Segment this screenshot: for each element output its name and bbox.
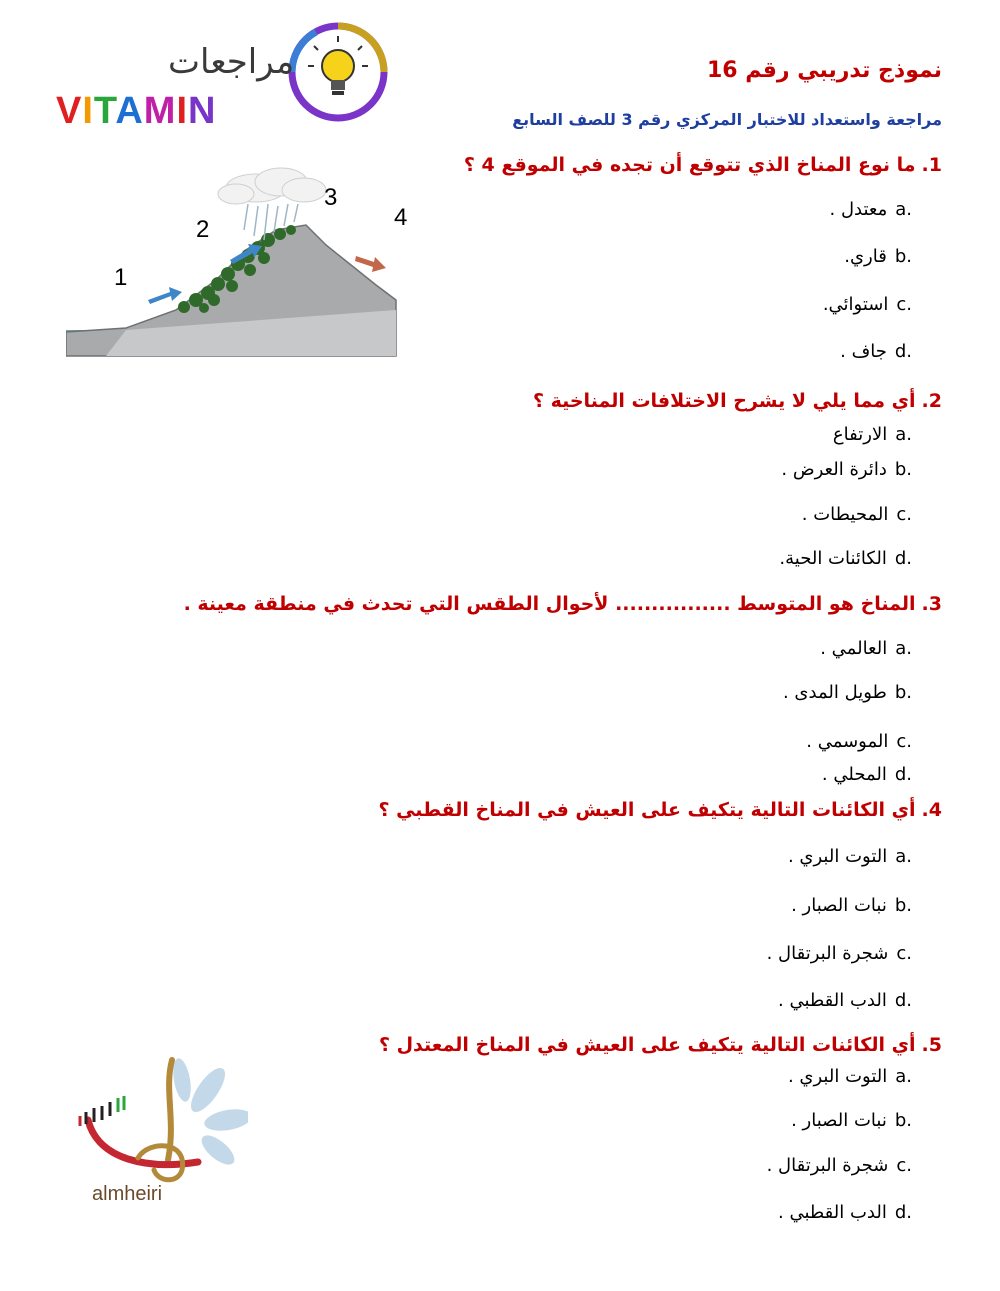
question-2 bbox=[533, 390, 942, 412]
option-letter: b. bbox=[894, 895, 912, 916]
option-letter: a. bbox=[895, 638, 912, 659]
mountain-illustration bbox=[66, 160, 412, 360]
diagram-label-2: 2 bbox=[196, 216, 210, 243]
vitamin-logo bbox=[56, 20, 396, 140]
question-text: أي مما يلي لا يشرح الاختلافات المناخية ؟ bbox=[532, 390, 916, 412]
option-letter: c. bbox=[896, 504, 912, 525]
diagram-label-3: 3 bbox=[324, 184, 338, 211]
option-letter: d. bbox=[894, 764, 912, 785]
logo-letter: V bbox=[56, 90, 83, 132]
option-5c[interactable] bbox=[767, 1155, 912, 1176]
option-letter: b. bbox=[894, 1110, 912, 1131]
question-number: 1. bbox=[921, 154, 942, 176]
question-number: 5. bbox=[921, 1034, 942, 1056]
option-1b[interactable] bbox=[844, 246, 912, 267]
diagram-label-4: 4 bbox=[394, 204, 408, 231]
option-4d[interactable] bbox=[778, 990, 912, 1011]
option-5a[interactable] bbox=[788, 1066, 912, 1087]
question-text: أي الكائنات التالية يتكيف على العيش في المناخ القطبي ؟ bbox=[378, 799, 916, 821]
question-4 bbox=[378, 799, 942, 821]
option-1c[interactable] bbox=[823, 294, 912, 315]
option-5d[interactable] bbox=[778, 1202, 912, 1223]
logo-arabic-text: مراجعات bbox=[168, 42, 295, 82]
option-letter: a. bbox=[895, 424, 912, 445]
option-2b[interactable] bbox=[781, 459, 912, 480]
option-letter: d. bbox=[894, 990, 912, 1011]
option-letter: a. bbox=[895, 846, 912, 867]
question-5 bbox=[379, 1034, 942, 1056]
option-text: الكائنات الحية. bbox=[779, 548, 887, 569]
option-text: شجرة البرتقال . bbox=[766, 943, 889, 964]
option-letter: d. bbox=[894, 1202, 912, 1223]
option-text: استوائي. bbox=[822, 294, 889, 315]
option-letter: b. bbox=[894, 246, 912, 267]
question-number: 3. bbox=[921, 593, 942, 615]
option-text: الدب القطبي . bbox=[778, 990, 887, 1011]
option-text: العالمي . bbox=[820, 638, 888, 659]
option-text: المحلي . bbox=[821, 764, 887, 785]
option-text: طويل المدى . bbox=[782, 682, 887, 703]
almheiri-emblem-icon bbox=[78, 1050, 248, 1190]
option-1a[interactable] bbox=[830, 199, 913, 220]
logo-letter: I bbox=[176, 90, 188, 132]
option-text: التوت البري . bbox=[787, 1066, 888, 1087]
option-letter: d. bbox=[894, 548, 912, 569]
logo-letter: T bbox=[93, 90, 116, 132]
option-text: نبات الصبار . bbox=[791, 895, 887, 916]
wind-arrow-icon bbox=[148, 287, 182, 304]
option-4c[interactable] bbox=[767, 943, 912, 964]
option-3b[interactable] bbox=[783, 682, 912, 703]
vitamin-wordmark bbox=[56, 90, 216, 133]
option-text: شجرة البرتقال . bbox=[766, 1155, 889, 1176]
diagram-label-1: 1 bbox=[114, 264, 128, 291]
option-text: الدب القطبي . bbox=[778, 1202, 887, 1223]
lightbulb-icon bbox=[286, 20, 390, 124]
mountain-rain-shadow-diagram bbox=[66, 160, 412, 360]
option-2d[interactable] bbox=[779, 548, 912, 569]
option-text: الموسمي . bbox=[806, 731, 889, 752]
question-number: 2. bbox=[921, 390, 942, 412]
option-text: المحيطات . bbox=[801, 504, 889, 525]
question-text: ما نوع المناخ الذي تتوقع أن تجده في الموقع 4 ؟ bbox=[463, 154, 916, 176]
logo-letter: I bbox=[82, 90, 94, 132]
logo-letter: A bbox=[115, 90, 144, 132]
question-3 bbox=[184, 593, 942, 615]
option-2a[interactable] bbox=[833, 424, 912, 445]
option-letter: a. bbox=[895, 1066, 912, 1087]
option-text: دائرة العرض . bbox=[781, 459, 887, 480]
question-text: المناخ هو المتوسط ................ لأحوال الطقس التي تحدث في منطقة معينة . bbox=[183, 593, 916, 615]
option-letter: d. bbox=[894, 341, 912, 362]
option-3a[interactable] bbox=[820, 638, 912, 659]
option-text: التوت البري . bbox=[787, 846, 888, 867]
logo-letter: M bbox=[143, 90, 177, 132]
page-title: نموذج تدريبي رقم 16 bbox=[706, 58, 942, 83]
option-2c[interactable] bbox=[802, 504, 912, 525]
option-letter: a. bbox=[895, 199, 912, 220]
logo-letter: N bbox=[188, 90, 217, 132]
option-5b[interactable] bbox=[791, 1110, 912, 1131]
option-letter: b. bbox=[894, 682, 912, 703]
question-number: 4. bbox=[921, 799, 942, 821]
option-text: جاف . bbox=[840, 341, 887, 362]
option-4b[interactable] bbox=[791, 895, 912, 916]
option-letter: c. bbox=[896, 943, 912, 964]
option-4a[interactable] bbox=[788, 846, 912, 867]
option-letter: c. bbox=[896, 294, 912, 315]
option-1d[interactable] bbox=[840, 341, 912, 362]
almheiri-text: almheiri bbox=[92, 1183, 163, 1205]
option-text: نبات الصبار . bbox=[791, 1110, 887, 1131]
wind-arrow-icon bbox=[355, 256, 386, 272]
option-text: قاري. bbox=[844, 246, 887, 267]
option-letter: c. bbox=[896, 731, 912, 752]
question-1 bbox=[464, 154, 942, 176]
option-3c[interactable] bbox=[806, 731, 912, 752]
option-text: الارتفاع bbox=[832, 424, 888, 445]
option-text: معتدل . bbox=[829, 199, 888, 220]
option-letter: b. bbox=[894, 459, 912, 480]
page-subtitle: مراجعة واستعداد للاختبار المركزي رقم 3 للصف السابع bbox=[512, 110, 942, 129]
option-letter: c. bbox=[896, 1155, 912, 1176]
question-text: أي الكائنات التالية يتكيف على العيش في المناخ المعتدل ؟ bbox=[378, 1034, 916, 1056]
option-3d[interactable] bbox=[822, 764, 912, 785]
